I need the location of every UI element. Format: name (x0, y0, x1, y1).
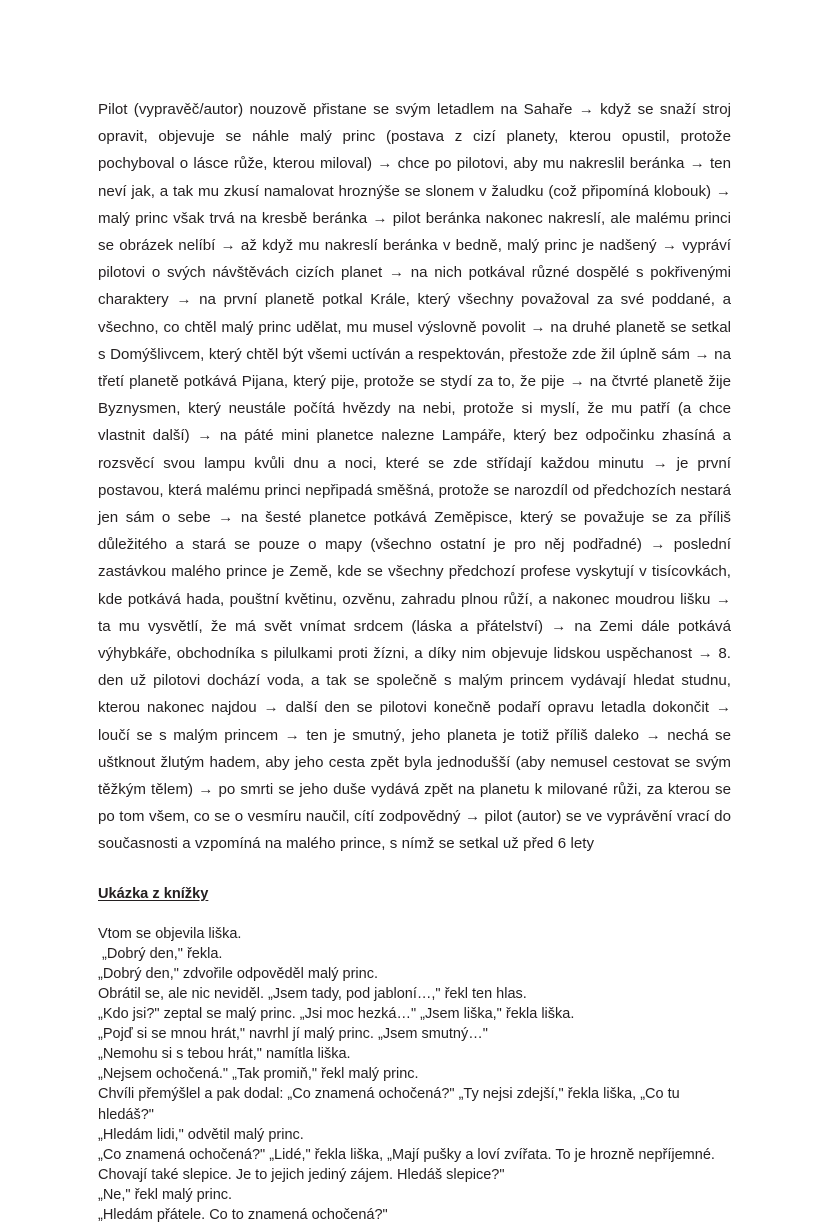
document-content (98, 96, 731, 1225)
excerpt-line: Chovají také slepice. Je to jejich jediný zájem. Hledáš slepice?" (98, 1166, 505, 1183)
excerpt-line: „Nemohu si s tebou hrát," namítla liška. (98, 1046, 351, 1063)
excerpt-line: „Kdo jsi?" zeptal se malý princ. „Jsi moc hezká…" „Jsem liška," řekla liška. (98, 1006, 575, 1023)
excerpt-line: „Co znamená ochočená?" „Lidé," řekla liška, „Mají pušky a loví zvířata. To je hrozně nepříjemné. (98, 1146, 715, 1163)
excerpt-line: Chvíli přemýšlel a pak dodal: „Co znamená ochočená?" „Ty nejsi zdejší," řekla liška, „Co tu hledáš?" (98, 1086, 684, 1123)
excerpt-line: Obrátil se, ale nic neviděl. „Jsem tady, pod jabloní…," řekl ten hlas. (98, 985, 527, 1002)
excerpt-line: Vtom se objevila liška. (98, 925, 242, 942)
excerpt-line: „Nejsem ochočená." „Tak promiň," řekl malý princ. (98, 1066, 419, 1083)
summary-paragraph: Pilot (vypravěč/autor) nouzově přistane se svým letadlem na Sahaře → když se snaží stroj opravit, objevuje se náhle malý princ (postava z cizí planety, kterou opustil, protože pochyboval o lásce růže, kterou miloval) → chce po pilotovi, aby mu nakreslil beránka → ten neví jak, a tak mu zkusí namalovat hroznýše se slonem v žaludku (což připomíná klobouk) → malý princ však trvá na kresbě beránka → pilot beránka nakonec nakreslí, ale malému princi se obrázek nelíbí → až když mu nakreslí beránka v bedně, malý princ je nadšený → vypráví pilotovi o svých návštěvách cizích planet → na nich potkával různé dospělé s pokřivenými charaktery → na první planetě potkal Krále, který všechny považoval za své poddané, a všechno, co chtěl malý princ udělat, mu musel výslovně povolit → na druhé planetě se setkal s Domýšlivcem, který chtěl být všemi uctíván a respektován, přestože zde žil úplně sám → na třetí planetě potkává Pijana, který pije, protože se stydí za to, že pije → na čtvrté planetě žije Byznysmen, který neustále počítá hvězdy na nebi, protože si myslí, že mu patří (a chce vlastnit další) → na páté mini planetce nalezne Lampáře, který bez odpočinku zhasíná a rozsvěcí svou lampu kvůli dnu a noci, které se zde střídají každou minutu → je první postavou, která malému princi nepřipadá směšná, protože se narozdíl od předchozích nestará jen sám o sebe → na šesté planetce potkává Zeměpisce, který se považuje se za příliš důležitého a stará se pouze o mapy (všechno ostatní je pro něj podřadné) → poslední zastávkou malého prince je Země, kde se všechny předchozí profese vyskytují v tisícovkách, kde potkává hada, pouštní květinu, ozvěnu, zahradu plnou růží, a nakonec moudrou lišku → ta mu vysvětlí, že má svět vnímat srdcem (láska a přátelství) → na Zemi dále potkává výhybkáře, obchodníka s pilulkami proti žízni, a díky nim objevuje lidskou uspěchanost → 8. den už pilotovi dochází voda, a tak se společně s malým princem vydávají hledat studnu, kterou nakonec najdou → další den se pilotovi konečně podaří opravu letadla dokončit → loučí se s malým princem → ten je smutný, jeho planeta je totiž příliš daleko → nechá se uštknout žlutým hadem, aby jeho cesta zpět byla jednodušší (aby nemusel cestovat se svým těžkým tělem) → po smrti se jeho duše vydává zpět na planetu k milované růži, za kterou se po tom všem, co se o vesmíru naučil, cítí zodpovědný → pilot (autor) se ve vyprávění vrací do současnosti a vzpomíná na malého prince, s nímž se setkal už před 6 lety (98, 101, 731, 853)
section-heading-wrap (98, 884, 731, 904)
excerpt-line: „Ne," řekl malý princ. (98, 1186, 233, 1203)
excerpt-line: „Dobrý den," zdvořile odpověděl malý princ. (98, 965, 378, 982)
excerpt-line: „Pojď si se mnou hrát," navrhl jí malý princ. „Jsem smutný…" (98, 1026, 488, 1043)
excerpt-line: „Hledám lidi," odvětil malý princ. (98, 1126, 304, 1143)
excerpt-line: „Dobrý den," řekla. (98, 945, 223, 962)
section-heading-ukazka: Ukázka z knížky (98, 885, 209, 902)
excerpt-block (98, 924, 731, 1225)
excerpt-line: „Hledám přátele. Co to znamená ochočená?" (98, 1207, 388, 1223)
